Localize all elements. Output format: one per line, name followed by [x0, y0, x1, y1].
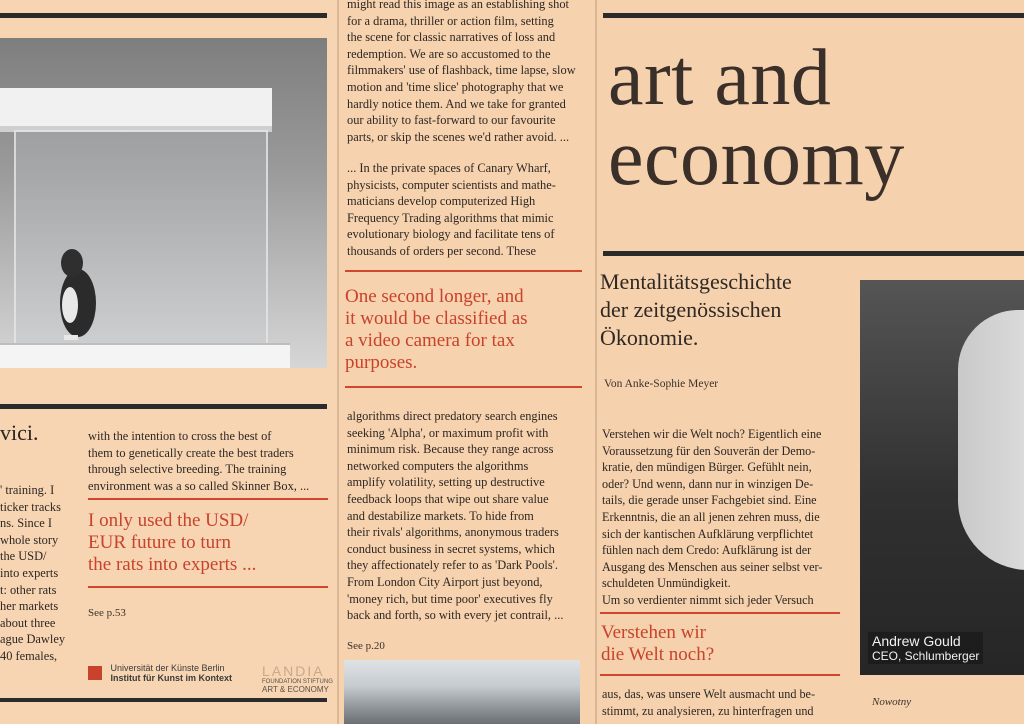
- text-line: kratie, den mündigen Bürger. Gefühlt nein,: [602, 460, 812, 475]
- fragment-line: ns. Since I: [0, 516, 52, 531]
- landia-wordmark: LANDIA: [262, 663, 325, 679]
- fragment-line: whole story: [0, 532, 59, 547]
- text-line: From London City Airport just beyond,: [347, 574, 543, 589]
- text-line: networked computers the algorithms: [347, 458, 529, 473]
- text-line: feedback loops that wipe out share value: [347, 491, 549, 506]
- page-title: [608, 34, 905, 202]
- quote-line: die Welt noch?: [601, 644, 715, 665]
- fragment-column: [0, 482, 65, 665]
- institute-name: Institut für Kunst im Kontext: [110, 673, 233, 683]
- quote-line: Verstehen wir: [601, 622, 706, 643]
- byline: Von Anke-Sophie Meyer: [604, 378, 719, 390]
- text-line: sich der kantischen Aufklärung verpflichtet: [602, 526, 814, 541]
- landia-logo: [262, 663, 333, 694]
- text-line: and destabilize markets. To hide from: [347, 508, 534, 523]
- top-rule: [0, 13, 327, 18]
- text-line: conduct business in secret systems, which: [347, 541, 555, 556]
- quote-rule-bottom: [88, 586, 328, 588]
- text-line: 'money rich, but time poor' executives fly: [347, 591, 553, 606]
- text-line: their rivals' algorithms, anonymous traders: [347, 525, 559, 540]
- quote-rule-bottom: [345, 386, 582, 388]
- text-line: Frequency Trading algorithms that mimic: [347, 210, 554, 225]
- landia-foundation: FOUNDATION STIFTUNG: [262, 679, 333, 685]
- fragment-line: ticker tracks: [0, 499, 61, 514]
- quote-line: it would be classified as: [345, 308, 528, 329]
- text-line: minimum risk. Because they range across: [347, 442, 554, 457]
- page-reference: See p.53: [88, 607, 126, 619]
- landia-tagline: ART & ECONOMY: [262, 685, 329, 694]
- text-line: ... In the private spaces of Canary Wharf,: [347, 161, 551, 175]
- text-line: through selective breeding. The training: [88, 462, 287, 477]
- quote-line: One second longer, and: [345, 286, 524, 307]
- text-line: parts, or skip the scenes we'd rather avoid. ...: [347, 129, 570, 144]
- bottom-rule: [0, 698, 327, 702]
- fragment-line: 40 females,: [0, 648, 58, 663]
- rat-figure: [48, 243, 106, 343]
- text-line: stimmt, zu analysieren, zu hinterfragen und: [602, 703, 814, 718]
- subtitle-line: Ökonomie.: [600, 325, 699, 350]
- text-line: evolutionary biology and facilitate tens of: [347, 227, 555, 242]
- pull-quote: [345, 286, 528, 374]
- quote-rule-top: [345, 270, 582, 272]
- text-line: fühlen nach dem Credo: Aufklärung ist der: [602, 543, 812, 558]
- fragment-line: ague Dawley: [0, 632, 66, 647]
- quote-line: a video camera for tax: [345, 330, 515, 351]
- text-line: might read this image as an establishing shot: [347, 0, 569, 11]
- skinner-box-base: [0, 343, 290, 368]
- text-line: filmmakers' use of flashback, time lapse, slow: [347, 63, 576, 78]
- article-column-bottom: [347, 408, 583, 624]
- fragment-line: about three: [0, 615, 56, 630]
- university-logo-icon: [88, 666, 102, 680]
- university-logo: [88, 663, 232, 683]
- article-column: [602, 426, 842, 609]
- pull-quote: [88, 510, 256, 576]
- quote-line: EUR future to turn: [88, 532, 232, 553]
- text-line: maticians develop computerized High: [347, 194, 536, 209]
- text-line: oder? Und wenn, dann nur in winzigen De-: [602, 476, 814, 491]
- text-line: Um so verdienter nimmt sich jeder Versuch: [602, 592, 814, 607]
- page-fold: [337, 0, 339, 724]
- text-line: redemption. We are so accustomed to the: [347, 46, 551, 61]
- text-line: back and forth, so with every jet contrail, ...: [347, 608, 564, 623]
- quote-rule-top: [600, 612, 840, 614]
- skinner-box-top: [0, 88, 272, 132]
- text-line: Ausgang des Menschen aus seiner selbst ver-: [602, 559, 823, 574]
- city-aerial-photo: [344, 660, 580, 724]
- article-column-top: [347, 0, 583, 145]
- text-line: for a drama, thriller or action film, setting: [347, 13, 554, 28]
- title-rule: [603, 251, 1024, 256]
- subtitle-line: der zeitgenössischen: [600, 297, 782, 322]
- fragment-line: her markets: [0, 599, 59, 614]
- text-line: amplify volatility, setting up destructive: [347, 475, 545, 490]
- text-line: seeking 'Alpha', or maximum profit with: [347, 425, 549, 440]
- text-line: aus, das, was unsere Welt ausmacht und be-: [602, 687, 816, 701]
- quote-rule-top: [88, 498, 328, 500]
- quote-line: the rats into experts ...: [88, 554, 257, 575]
- fragment-line: t: other rats: [0, 582, 57, 597]
- quote-line: I only used the USD/: [88, 510, 249, 531]
- title-line: art and: [608, 34, 832, 122]
- text-line: Verstehen wir die Welt noch? Eigentlich eine: [602, 427, 822, 441]
- subtitle-line: Mentalitätsgeschichte: [600, 269, 792, 294]
- quote-rule-bottom: [600, 674, 840, 676]
- portrait-caption: [868, 632, 983, 664]
- portrait-face: [958, 310, 1024, 570]
- text-line: Erkenntnis, die an all jenen zehren muss, die: [602, 509, 820, 524]
- text-line: they affectionately refer to as 'Dark Pools'.: [347, 558, 559, 573]
- subtitle: [600, 268, 792, 352]
- pull-quote: [601, 622, 714, 666]
- photo-bottom-rule: [0, 404, 327, 409]
- text-line: algorithms direct predatory search engines: [347, 409, 558, 423]
- text-line: tails, die gerade unser Fachgebiet sind. Eine: [602, 493, 817, 508]
- article-column: [88, 428, 328, 494]
- text-line: physicists, computer scientists and mathe-: [347, 177, 556, 192]
- article-column-mid: [347, 160, 583, 260]
- text-line: Voraussetzung für den Souverän der Demo-: [602, 443, 816, 458]
- fragment-line: ' training. I: [0, 483, 55, 497]
- text-line: environment was a so called Skinner Box, ...: [88, 478, 310, 493]
- text-line: our ability to fast-forward to our favourite: [347, 113, 556, 128]
- text-line: the scene for classic narratives of loss and: [347, 30, 556, 45]
- title-line: economy: [608, 114, 905, 202]
- fragment-line: the USD/: [0, 549, 47, 564]
- caption-role: CEO, Schlumberger: [872, 649, 980, 663]
- university-name: Universität der Künste Berlin: [110, 663, 225, 673]
- fragment-heading: vici.: [0, 420, 39, 445]
- text-line: them to genetically create the best traders: [88, 445, 294, 460]
- portrait-photo: [860, 280, 1024, 675]
- text-line: thousands of orders per second. These: [347, 243, 537, 258]
- text-line: schuldeten Unmündigkeit.: [602, 576, 731, 591]
- photo-credit: Nowotny: [872, 696, 912, 708]
- top-rule: [603, 13, 1024, 18]
- page-reference: See p.20: [347, 640, 385, 652]
- text-line: motion and 'time slice' photography that we: [347, 79, 564, 94]
- page-fold: [595, 0, 597, 724]
- text-line: with the intention to cross the best of: [88, 429, 272, 443]
- quote-line: purposes.: [345, 352, 418, 373]
- article-column-tail: [602, 686, 842, 719]
- caption-name: Andrew Gould: [872, 633, 961, 649]
- fragment-line: into experts: [0, 565, 59, 580]
- text-line: hardly notice them. And we take for granted: [347, 96, 566, 111]
- rat-photo: [0, 38, 327, 368]
